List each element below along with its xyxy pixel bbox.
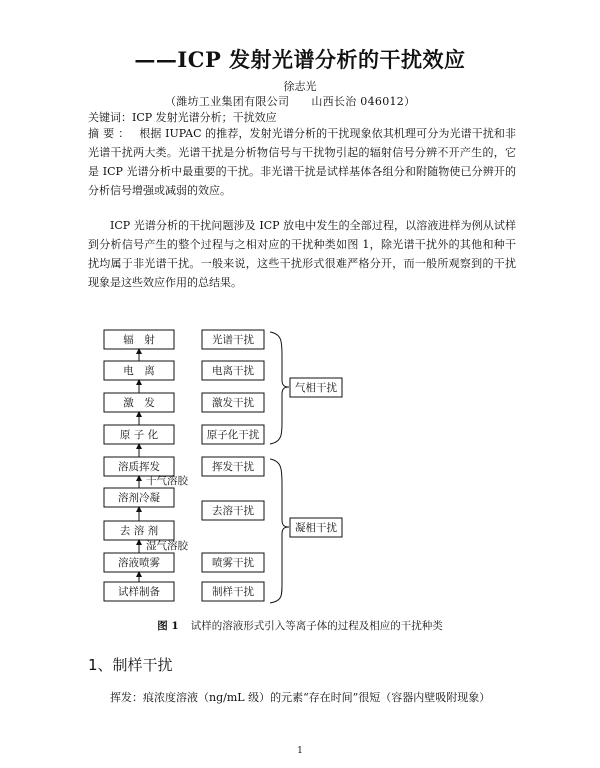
wet-aerosol-label: 湿气溶胶 xyxy=(146,540,188,552)
abstract xyxy=(88,124,516,200)
process-step-5: 溶质挥发 xyxy=(118,461,160,473)
process-step-8: 溶液喷雾 xyxy=(118,557,160,569)
process-step-1: 辐 射 xyxy=(123,334,155,346)
process-step-3: 激 发 xyxy=(123,397,155,409)
condensed-phase-label: 凝相干扰 xyxy=(295,522,337,534)
figure-number: 图 1 xyxy=(157,620,179,632)
figure-caption xyxy=(0,618,600,633)
interference-type-1: 光谱干扰 xyxy=(212,334,254,346)
abstract-label: 摘要： xyxy=(88,127,134,140)
affiliation-org: （潍坊工业集团有限公司 xyxy=(165,95,290,108)
process-step-7: 去 溶 剂 xyxy=(119,525,159,537)
figure-caption-text: 试样的溶液形式引入等离子体的过程及相应的干扰种类 xyxy=(190,620,443,632)
interference-type-7: 喷雾干扰 xyxy=(212,557,254,569)
interference-type-6: 去溶干扰 xyxy=(212,505,254,517)
brace-gas xyxy=(270,332,289,444)
author: 徐志光 xyxy=(283,80,317,93)
gas-phase-label: 气相干扰 xyxy=(295,382,337,394)
section-heading: 1、制样干扰 xyxy=(88,656,173,674)
page-number: 1 xyxy=(297,746,303,756)
affiliation-location: 山西长治 046012） xyxy=(311,95,416,108)
keywords: 关键词：ICP 发射光谱分析；干扰效应 xyxy=(88,111,277,124)
interference-type-3: 激发干扰 xyxy=(212,397,254,409)
paper-title: ——ICP 发射光谱分析的干扰效应 xyxy=(134,47,466,72)
process-step-9: 试样制备 xyxy=(118,586,160,598)
process-step-4: 原 子 化 xyxy=(119,429,159,441)
interference-type-8: 制样干扰 xyxy=(212,586,254,598)
affiliation xyxy=(165,93,415,109)
interference-type-4: 原子化干扰 xyxy=(206,429,260,441)
body-paragraph-2: 挥发：痕浓度溶液（ng/mL 级）的元素“存在时间”很短（容器内壁吸附现象） xyxy=(110,691,491,704)
process-step-6: 溶剂冷凝 xyxy=(118,492,160,504)
brace-condensed xyxy=(270,459,289,603)
body-paragraph-1: ICP 光谱分析的干扰问题涉及 ICP 放电中发生的全部过程，以溶液进样为例从试样到分析信号产生的整个过程与之相对应的干扰种类如图 1，除光谱干扰外的其他和种干扰均属于非光谱干扰。一般来说，这些干扰形式很难严格分开，而一般所观察到的干扰现象是这些效应作用的总结果。 xyxy=(88,219,516,289)
abstract-text: 根据 IUPAC 的推荐，发射光谱分析的干扰现象依其机理可分为光谱干扰和非光谱干扰两大类。光谱干扰是分析物信号与干扰物引起的辐射信号分辨不开产生的，它是 ICP 光谱分析中最重要的干扰。非光谱干扰是试样基体各组分和附随物使已分辨开的分析信号增强或减弱的效应。 xyxy=(88,127,517,197)
interference-diagram xyxy=(0,320,600,615)
process-step-2: 电 离 xyxy=(123,365,155,377)
interference-type-5: 挥发干扰 xyxy=(212,461,254,473)
dry-aerosol-label: 干气溶胶 xyxy=(146,475,188,487)
interference-type-2: 电离干扰 xyxy=(212,365,254,377)
